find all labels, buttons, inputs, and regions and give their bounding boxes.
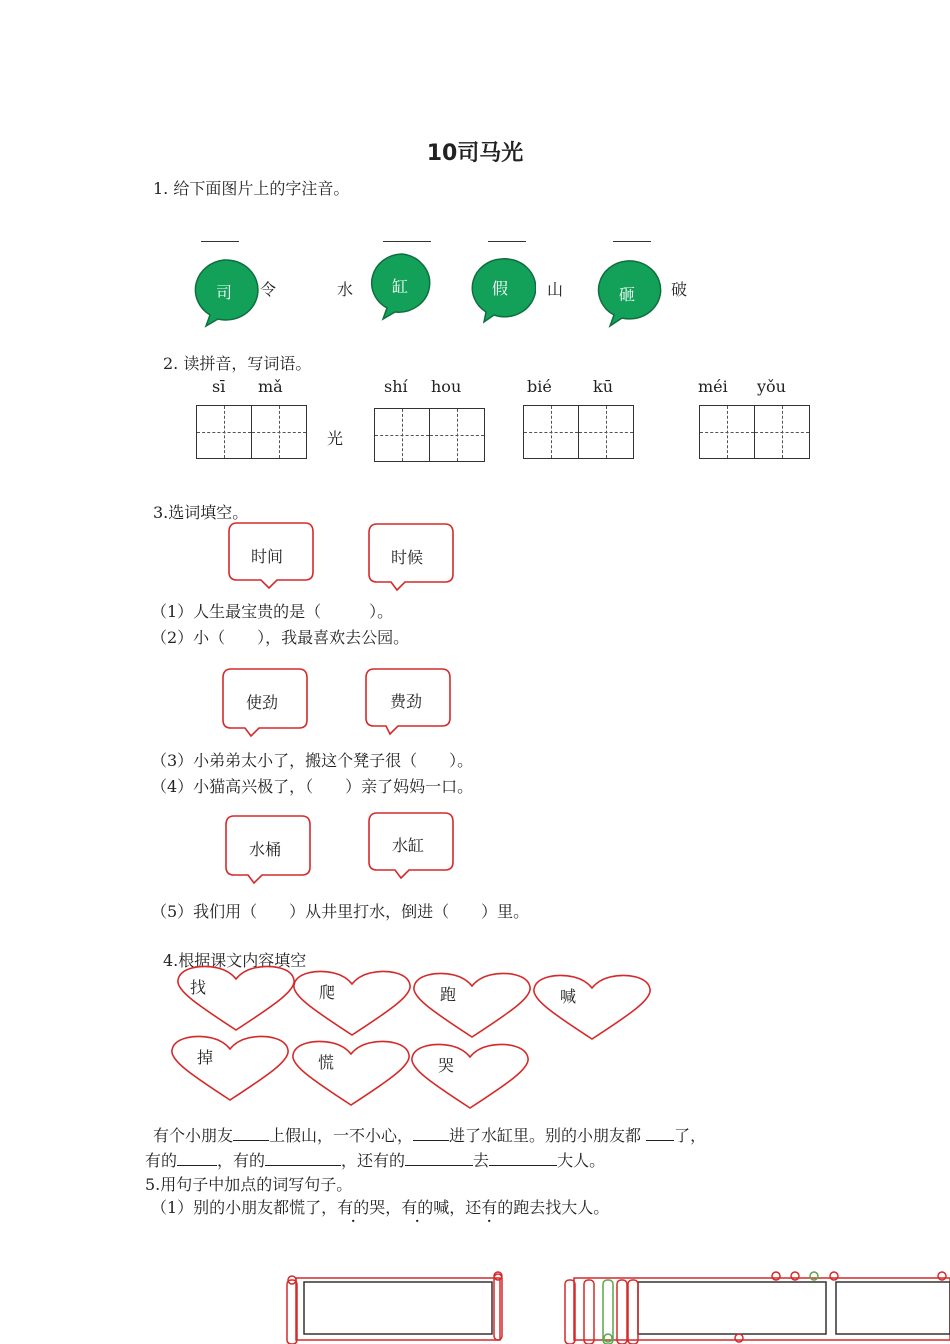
text: 大人。 — [557, 1151, 606, 1170]
heart-word: 找 — [190, 978, 207, 997]
text: 哭， — [369, 1198, 402, 1217]
sentence: （1）人生最宝贵的是（ ）。 — [151, 602, 394, 621]
heart-icon — [534, 976, 650, 1040]
sentence: （5）我们用（ ）从井里打水，倒进（ ）里。 — [151, 902, 530, 921]
pinyin: sī — [212, 377, 226, 396]
pinyin: hou — [431, 377, 462, 396]
q2-prompt: 2. 读拼音，写词语。 — [163, 354, 312, 373]
sentence: （2）小（ ），我最喜欢去公园。 — [151, 628, 410, 647]
pinyin: kū — [593, 377, 613, 396]
answer-blank[interactable] — [265, 1151, 341, 1166]
heart-word: 慌 — [318, 1053, 335, 1072]
text: 有的 — [145, 1151, 178, 1170]
word-choice: 使劲 — [246, 693, 279, 712]
pinyin: shí — [384, 377, 408, 396]
dotted-word: 还有的 — [465, 1198, 514, 1217]
fill-line-1 — [153, 1123, 706, 1146]
word-choice: 费劲 — [390, 692, 423, 711]
text: ，还有的 — [341, 1151, 406, 1170]
answer-blank[interactable] — [177, 1151, 217, 1166]
sentence: （3）小弟弟太小了，搬这个凳子很（ ）。 — [151, 751, 474, 770]
q5-sentence — [151, 1195, 609, 1218]
fill-line-2 — [145, 1148, 605, 1171]
bubble-char: 假 — [492, 279, 509, 298]
text: 有个小朋友 — [153, 1126, 234, 1145]
char: 水 — [337, 280, 354, 299]
dotted-word: 有的 — [337, 1198, 370, 1217]
bubble-char: 缸 — [392, 277, 409, 296]
text: 跑去找大人。 — [513, 1198, 610, 1217]
text: 喊， — [433, 1198, 466, 1217]
q4-prompt: 4.根据课文内容填空 — [163, 951, 307, 970]
char: 令 — [260, 280, 277, 299]
heart-word: 爬 — [319, 983, 336, 1002]
bubble-char: 司 — [216, 283, 233, 302]
char: 光 — [327, 429, 344, 448]
pinyin: bié — [527, 377, 552, 396]
word-choice: 时候 — [391, 548, 424, 567]
page-title: 10司马光 — [426, 141, 524, 166]
heart-icon — [294, 972, 410, 1036]
heart-icon — [412, 1045, 528, 1109]
answer-blank[interactable] — [233, 1126, 269, 1141]
answer-blank[interactable] — [405, 1151, 473, 1166]
word-choice: 水桶 — [249, 840, 282, 859]
heart-word: 喊 — [560, 987, 577, 1006]
bubble-char: 砸 — [619, 285, 636, 304]
q1-prompt: 1. 给下面图片上的字注音。 — [153, 179, 350, 198]
heart-icon — [414, 974, 530, 1038]
text: 去 — [473, 1151, 490, 1170]
text: 上假山，一不小心， — [269, 1126, 414, 1145]
answer-blank[interactable] — [413, 1126, 449, 1141]
sentence: （4）小猫高兴极了，（ ）亲了妈妈一口。 — [151, 777, 474, 796]
answer-blank[interactable] — [489, 1151, 557, 1166]
char: 破 — [671, 280, 688, 299]
q5-prompt: 5.用句子中加点的词写句子。 — [145, 1175, 353, 1194]
heart-word: 掉 — [197, 1048, 214, 1067]
text: ，有的 — [217, 1151, 266, 1170]
heart-icon — [293, 1042, 409, 1106]
text: 进了水缸里。别的小朋友都 — [449, 1126, 647, 1145]
dotted-word: 有的 — [401, 1198, 434, 1217]
pinyin: mǎ — [258, 377, 283, 396]
pinyin: yǒu — [757, 377, 786, 396]
q3-prompt: 3.选词填空。 — [153, 503, 249, 522]
scroll-frame-icon — [0, 1268, 950, 1344]
char: 山 — [547, 280, 564, 299]
word-choice: 水缸 — [392, 836, 425, 855]
text: 了， — [674, 1126, 707, 1145]
text: （1）别的小朋友都慌了， — [151, 1198, 338, 1217]
heart-icon — [172, 1037, 288, 1101]
word-choice: 时间 — [251, 547, 284, 566]
heart-word: 跑 — [440, 985, 457, 1004]
pinyin: méi — [698, 377, 728, 396]
answer-blank[interactable] — [646, 1126, 674, 1141]
heart-word: 哭 — [438, 1056, 455, 1075]
